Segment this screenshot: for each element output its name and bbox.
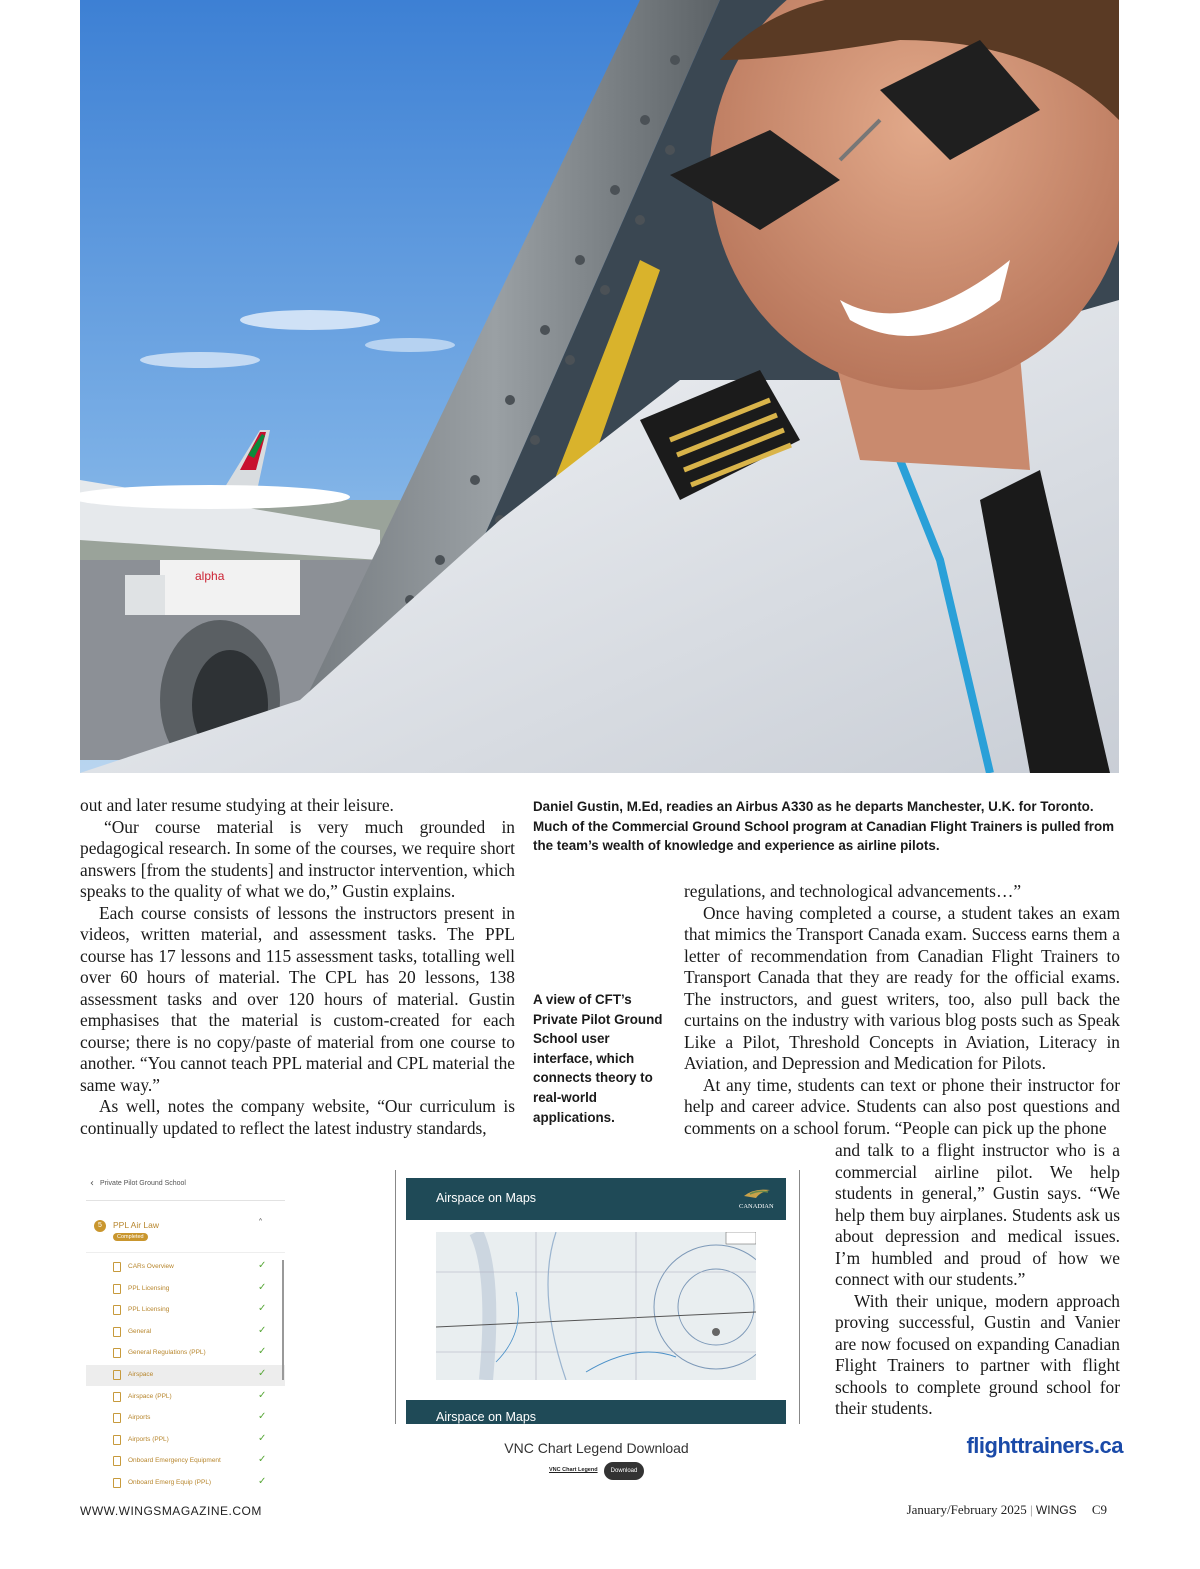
aeronautical-chart bbox=[436, 1232, 756, 1380]
lesson-item[interactable]: General Regulations (PPL) ✓ bbox=[86, 1343, 285, 1364]
lesson-item-active[interactable]: Airspace ✓ bbox=[86, 1365, 285, 1386]
paragraph: With their unique, modern approach proving successful, Gustin and Vanier are now focused on expanding Canadian Flight Trainers to partner with flight schools to complete ground school for their students. bbox=[835, 1290, 1120, 1418]
paragraph: out and later resume studying at their leisure. bbox=[80, 795, 394, 815]
svg-text:alpha: alpha bbox=[195, 569, 225, 583]
map-header-bar bbox=[406, 1178, 786, 1220]
download-button[interactable]: Download bbox=[604, 1462, 644, 1480]
check-icon: ✓ bbox=[258, 1260, 267, 1271]
back-chevron-icon[interactable]: ‹ bbox=[90, 1178, 94, 1189]
footer-magazine: WINGS bbox=[1035, 1503, 1077, 1517]
footer-page-number: C9 bbox=[1091, 1502, 1107, 1517]
lesson-item[interactable]: Airports ✓ bbox=[86, 1408, 285, 1429]
map-header-bar-2 bbox=[406, 1400, 786, 1424]
ui-caption: A view of CFT’s Private Pilot Ground School user interface, which connects theory to real-world applications. bbox=[533, 992, 663, 1125]
paragraph: Once having completed a course, a student takes an exam that mimics the Transport Canada exam. Success earns them a letter of recommendation from Canadian Flight Trainers to Transport Canada that they are ready for the official exams. The instructors, and guest writers, too, also pull back the curtains on the industry with various blog posts such as Speak Like a Pilot, Threshold Concepts in Aviation, Literacy in Aviation, and Depression and Medication for Pilots. bbox=[684, 902, 1120, 1073]
module-number: 5 bbox=[94, 1220, 106, 1232]
document-icon bbox=[113, 1370, 121, 1380]
article-column-1 bbox=[80, 795, 515, 1139]
legend-title: VNC Chart Legend Download bbox=[504, 1440, 689, 1456]
check-icon: ✓ bbox=[258, 1454, 267, 1465]
check-icon: ✓ bbox=[258, 1325, 267, 1336]
document-icon bbox=[113, 1262, 121, 1272]
check-icon: ✓ bbox=[258, 1282, 267, 1293]
quiz-icon bbox=[113, 1435, 121, 1445]
check-icon: ✓ bbox=[258, 1368, 267, 1379]
photo-caption: Daniel Gustin, M.Ed, readies an Airbus A330 as he departs Manchester, U.K. for Toronto. Much of the Commercial Ground School program at Canadian Flight Trainers is pulled from the team’s wealth of knowledge and experience as airline pilots. bbox=[533, 799, 1115, 854]
paragraph: and talk to a flight instructor who is a commercial airline pilot. We help students in general,” Gustin says. “We help them buy airplanes. Students ask us about depression and medical issues. I’m humbled and proud of how we connect with our students.” bbox=[835, 1140, 1120, 1289]
paragraph: At any time, students can text or phone their instructor for help and career advice. Students can also post questions and comments on a school forum. “People can pick up the phone bbox=[684, 1074, 1120, 1138]
map-header-title: Airspace on Maps bbox=[436, 1191, 537, 1205]
course-ui-screenshot bbox=[86, 1170, 285, 1490]
map-header-title-2: Airspace on Maps bbox=[436, 1410, 537, 1424]
lesson-item[interactable]: PPL Licensing ✓ bbox=[86, 1279, 285, 1300]
check-icon: ✓ bbox=[258, 1476, 267, 1487]
footer-divider: | bbox=[1030, 1502, 1033, 1517]
back-label[interactable]: Private Pilot Ground School bbox=[100, 1180, 186, 1187]
paragraph: As well, notes the company website, “Our curriculum is continually updated to reflect the latest industry standards, bbox=[80, 1096, 515, 1138]
quiz-icon bbox=[113, 1478, 121, 1488]
quiz-icon bbox=[113, 1392, 121, 1402]
paragraph: regulations, and technological advancements…” bbox=[684, 881, 1022, 901]
document-icon bbox=[113, 1284, 121, 1294]
quiz-icon bbox=[113, 1348, 121, 1358]
collapse-chevron-icon[interactable]: ˄ bbox=[258, 1218, 263, 1229]
module-header[interactable] bbox=[86, 1210, 285, 1253]
module-title: PPL Air Law bbox=[113, 1220, 159, 1230]
logo-text: CANADIAN bbox=[739, 1203, 774, 1210]
document-icon bbox=[113, 1327, 121, 1337]
footer-issue-info bbox=[800, 1502, 1107, 1518]
check-icon: ✓ bbox=[258, 1346, 267, 1357]
legend-link[interactable]: VNC Chart Legend bbox=[549, 1467, 598, 1473]
check-icon: ✓ bbox=[258, 1411, 267, 1422]
paragraph: Each course consists of lessons the instructors present in videos, written material, and assessment tasks. The PPL course has 17 lessons and 115 assessment tasks, totalling well over 60 hours of material. The CPL has 20 lessons, 138 assessment tasks and over 120 hours of material. Gustin emphasises that the material is custom-created for each course; there is no copy/paste of material from one course to another. “You cannot teach PPL material and CPL material the same way.” bbox=[80, 902, 515, 1095]
check-icon: ✓ bbox=[258, 1390, 267, 1401]
lesson-item[interactable]: Onboard Emerg Equip (PPL) ✓ bbox=[86, 1473, 285, 1490]
scrollbar[interactable] bbox=[282, 1260, 284, 1380]
course-header bbox=[86, 1170, 285, 1201]
article-column-3 bbox=[684, 881, 1120, 1139]
lesson-item[interactable]: Onboard Emergency Equipment ✓ bbox=[86, 1451, 285, 1472]
lesson-item[interactable]: CARs Overview ✓ bbox=[86, 1257, 285, 1278]
lesson-item[interactable]: Airspace (PPL) ✓ bbox=[86, 1387, 285, 1408]
map-ui-screenshot bbox=[395, 1170, 800, 1424]
flighttrainers-logo: flighttrainers.ca bbox=[966, 1433, 1123, 1458]
document-icon bbox=[113, 1413, 121, 1423]
check-icon: ✓ bbox=[258, 1303, 267, 1314]
footer-website: WWW.WINGSMAGAZINE.COM bbox=[80, 1504, 262, 1518]
pilot-photo-illustration bbox=[80, 0, 1119, 773]
lesson-item[interactable]: Airports (PPL) ✓ bbox=[86, 1430, 285, 1451]
paragraph: “Our course material is very much grounded in pedagogical research. In some of the courses, we require short answers [from the students] and instructor intervention, which speaks to the quality of what we do,” Gustin explains. bbox=[80, 816, 515, 901]
document-icon bbox=[113, 1456, 121, 1466]
lesson-item[interactable]: General ✓ bbox=[86, 1322, 285, 1343]
hero-photo bbox=[80, 0, 1119, 773]
status-badge: Completed bbox=[113, 1233, 148, 1241]
article-column-3-continued bbox=[835, 1140, 1120, 1420]
quiz-icon bbox=[113, 1305, 121, 1315]
lesson-item[interactable]: PPL Licensing ✓ bbox=[86, 1300, 285, 1321]
maple-leaf-logo-icon bbox=[742, 1186, 774, 1200]
footer-issue: January/February 2025 bbox=[906, 1502, 1027, 1517]
check-icon: ✓ bbox=[258, 1433, 267, 1444]
